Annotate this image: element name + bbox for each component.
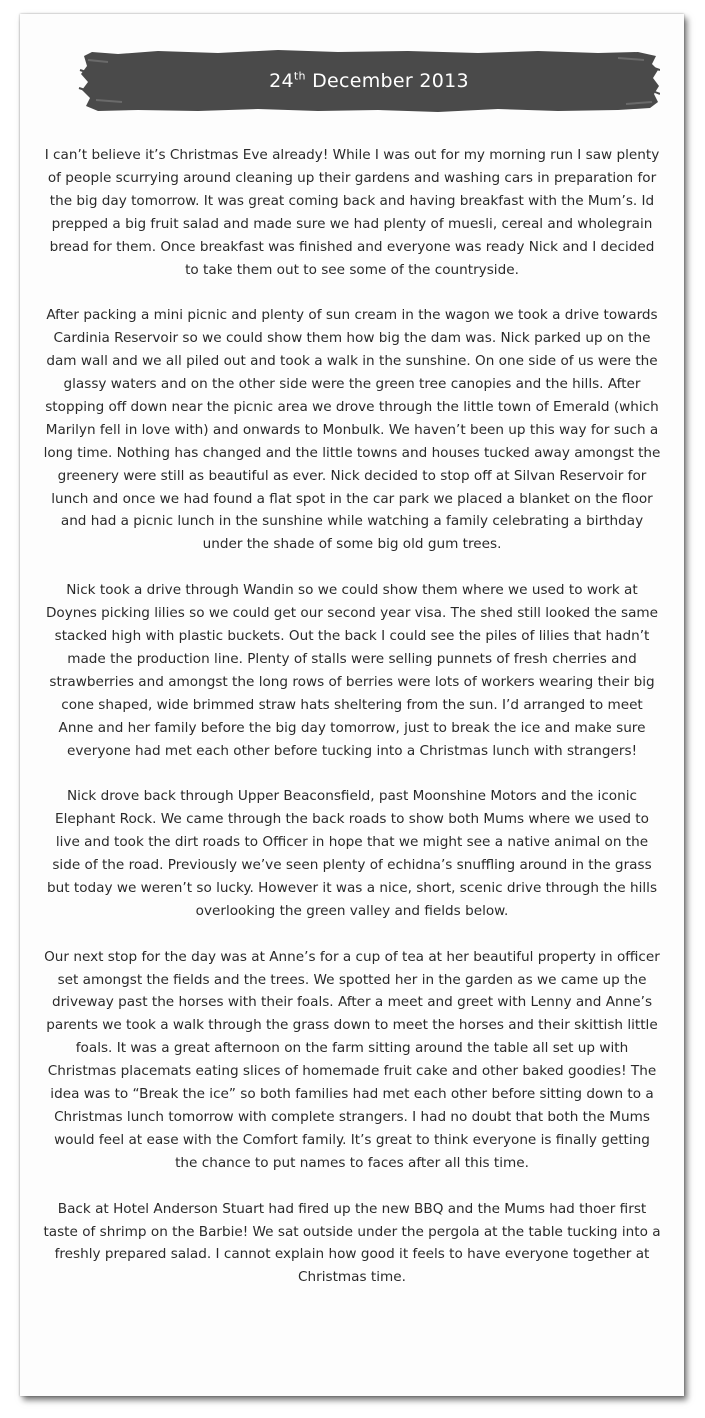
- date-month-year: December 2013: [312, 70, 469, 92]
- date-banner: [78, 50, 660, 112]
- journal-body: [42, 144, 662, 1312]
- paragraph: I can’t believe it’s Christmas Eve already! While I was out for my morning run I saw plenty of people scurrying around cleaning up their gardens and washing cars in preparation for the big day tomorrow. It was great coming back and having breakfast with the Mum’s. Id prepped a big fruit salad and made sure we had plenty of muesli, cereal and wholegrain bread for them. Once breakfast was finished and everyone was ready Nick and I decided to take them out to see some of the countryside.: [44, 147, 660, 278]
- entry-date: [78, 50, 660, 112]
- paragraph: Nick took a drive through Wandin so we could show them where we used to work at Doynes picking lilies so we could get our second year visa. The shed still looked the same stacked high with plastic buckets. Out the back I could see the piles of lilies that hadn’t made the production line. Plenty of stalls were selling punnets of fresh cherries and strawberries and amongst the long rows of berries were lots of workers wearing their big cone shaped, wide brimmed straw hats sheltering from the sun. I’d arranged to meet Anne and her family before the big day tomorrow, just to break the ice and make sure everyone had met each other before tucking into a Christmas lunch with strangers!: [45, 582, 659, 759]
- journal-page: [20, 14, 684, 1396]
- date-day: 24: [269, 70, 294, 92]
- paragraph: After packing a mini picnic and plenty of sun cream in the wagon we took a drive towards Cardinia Reservoir so we could show them how big the dam was. Nick parked up on the dam wall and we all piled out and took a walk in the sunshine. On one side of us were the glassy waters and on the other side were the green tree canopies and the hills. After stopping off down near the picnic area we drove through the little town of Emerald (which Marilyn fell in love with) and onwards to Monbulk. We haven’t been up this way for such a long time. Nothing has changed and the little towns and houses tucked away amongst the greenery were still as beautiful as ever. Nick decided to stop off at Silvan Reservoir for lunch and once we had found a flat spot in the car park we placed a blanket on the floor and had a picnic lunch in the sunshine while watching a family celebrating a birthday under the shade of some big old gum trees.: [43, 307, 661, 553]
- paragraph: Nick drove back through Upper Beaconsfield, past Moonshine Motors and the iconic Elephant Rock. We came through the back roads to show both Mums where we used to live and took the dirt roads to Officer in hope that we might see a native animal on the side of the road. Previously we’ve seen plenty of echidna’s snuffling around in the grass but today we weren’t so lucky. However it was a nice, short, scenic drive through the hills overlooking the green valley and fields below.: [46, 788, 658, 919]
- date-day-suffix: th: [293, 69, 306, 83]
- paragraph: Our next stop for the day was at Anne’s for a cup of tea at her beautiful property in officer set amongst the fields and the trees. We spotted her in the garden as we came up the driveway past the horses with their foals. After a meet and greet with Lenny and Anne’s parents we took a walk through the grass down to meet the horses and their skittish little foals. It was a great afternoon on the farm sitting around the table all set up with Christmas placemats eating slices of homemade fruit cake and other baked goodies! The idea was to “Break the ice” so both families had met each other before sitting down to a Christmas lunch tomorrow with complete strangers. I had no doubt that both the Mums would feel at ease with the Comfort family. It’s great to think everyone is finally getting the chance to put names to faces after all this time.: [44, 948, 660, 1171]
- paragraph: Back at Hotel Anderson Stuart had fired up the new BBQ and the Mums had thoer first taste of shrimp on the Barbie! We sat outside under the pergola at the table tucking into a freshly prepared salad. I cannot explain how good it feels to have everyone together at Christmas time.: [43, 1200, 661, 1286]
